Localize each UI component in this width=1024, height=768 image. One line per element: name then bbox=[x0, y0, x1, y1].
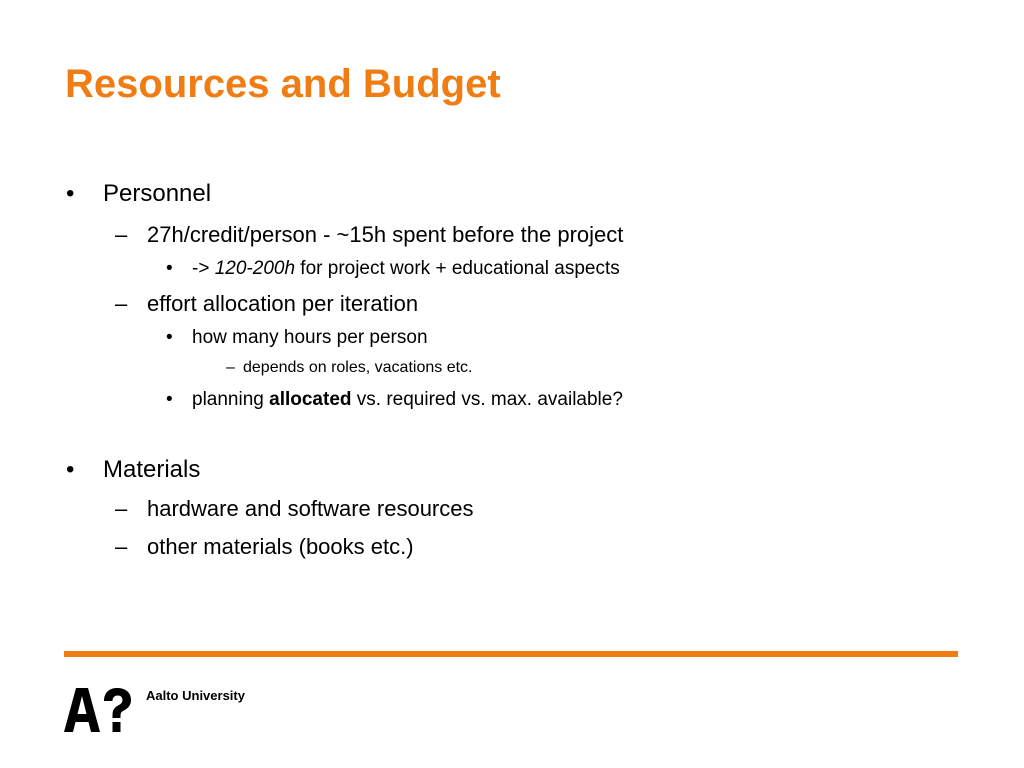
aalto-logo-icon bbox=[64, 688, 132, 732]
item-label: -> 120-200h for project work + educational aspects bbox=[192, 258, 620, 279]
bullet-icon: • bbox=[66, 456, 75, 483]
item-label: effort allocation per iteration bbox=[147, 291, 419, 316]
item-label: 27h/credit/person - ~15h spent before the project bbox=[147, 222, 624, 247]
item-label: planning allocated vs. required vs. max. available? bbox=[192, 389, 623, 410]
org-name: Aalto University bbox=[146, 688, 245, 703]
item-label: hardware and software resources bbox=[147, 496, 474, 521]
item-label: Materials bbox=[103, 456, 201, 483]
item-label: Personnel bbox=[103, 180, 212, 207]
item-label: how many hours per person bbox=[192, 327, 428, 348]
dash-icon: – bbox=[226, 359, 235, 376]
bullet-icon: • bbox=[166, 389, 173, 410]
dash-icon: – bbox=[115, 291, 128, 316]
bullet-icon: • bbox=[166, 327, 173, 348]
item-label: other materials (books etc.) bbox=[147, 534, 414, 559]
dash-icon: – bbox=[115, 496, 128, 521]
dash-icon: – bbox=[115, 222, 128, 247]
footer-divider bbox=[64, 651, 958, 657]
slide-title: Resources and Budget bbox=[65, 62, 501, 106]
item-label: depends on roles, vacations etc. bbox=[243, 359, 473, 376]
bullet-icon: • bbox=[66, 180, 75, 207]
dash-icon: – bbox=[115, 534, 128, 559]
bullet-icon: • bbox=[166, 258, 173, 279]
